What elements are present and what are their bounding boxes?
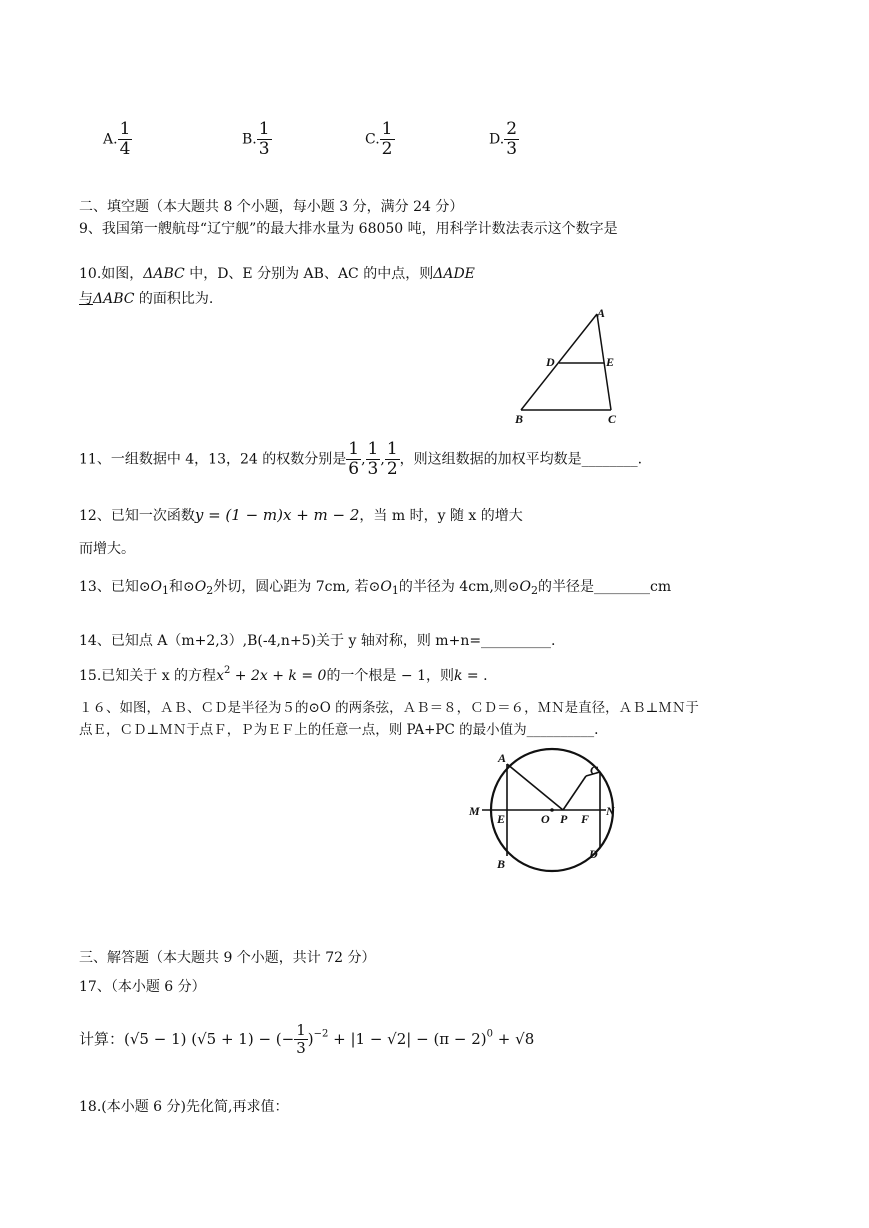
question-12-line1: 12、已知一次函数y = (1 − m)x + m − 2，当 m 时，y 随 x 的增大 — [79, 506, 523, 524]
label-c: C — [590, 763, 599, 777]
question-15: 15.已知关于 x 的方程$x^2 + 2x + k = 0$的一个根是 − 1，则k = . — [79, 665, 488, 684]
option-letter: A. — [103, 131, 118, 148]
question-11: 11、一组数据中 4，13，24 的权数分别是 $\frac{1}{6}$ , $\frac{1}{3}$ , $\frac{1}{2}$ ，则这组数据的加权平均数是________. — [79, 439, 643, 479]
question-17-expression: 计算：(√5 − 1) (√5 + 1) − (− $\frac{1}{3}$ )$^{-2} + |1 - √2| - (\pi - 2)^0 + √8$ — [79, 1021, 535, 1057]
label-p: P — [560, 812, 568, 826]
question-10-line2: 与ΔABC 的面积比为. — [79, 291, 214, 307]
question-9: 9、我国第一艘航母“辽宁舰”的最大排水量为 68050 吨，用科学计数法表示这个数字是 — [79, 221, 618, 237]
section2-heading: 二、填空题（本大题共 8 个小题，每小题 3 分，满分 24 分） — [79, 199, 464, 215]
triangle-figure — [505, 302, 635, 432]
question-10-line1: 10.如图，ΔABC 中，D、E 分别为 AB、AC 的中点，则ΔADE — [79, 266, 475, 282]
label-f: F — [581, 812, 590, 826]
question-13: 13、已知$⊙O_1$和$⊙O_2$外切，圆心距为 7cm, 若$⊙O_1$的半径为 4cm,则$⊙O_2$的半径是________cm — [79, 579, 672, 597]
weight-fraction: $\frac{1}{2}$ — [386, 439, 398, 479]
label-e: E — [497, 812, 506, 826]
label-e: E — [606, 355, 615, 369]
circle-figure — [466, 746, 626, 876]
question-18: 18.(本小题 6 分)先化简,再求值： — [79, 1099, 289, 1115]
option-fraction: $\frac{1}{4}$ — [119, 119, 131, 159]
weight-fraction: $\frac{1}{6}$ — [348, 439, 360, 479]
question-16-line1: １６、如图，ＡＢ、ＣＤ是半径为５的⊙O 的两条弦，ＡＢ＝８，ＣＤ＝６，ＭＮ是直径，ＡＢ⊥ＭＮ于 — [79, 700, 699, 716]
label-n: N — [606, 804, 615, 818]
label-a: A — [597, 306, 606, 320]
option-letter: B. — [242, 131, 257, 148]
weight-fraction: $\frac{1}{3}$ — [367, 439, 379, 479]
question-16-line2: 点Ｅ，ＣＤ⊥ＭＮ于点Ｆ，Ｐ为ＥＦ上的任意一点，则 PA+PC 的最小值为__________. — [79, 722, 599, 738]
expr-fraction: $\frac{1}{3}$ — [296, 1021, 306, 1057]
question-14: 14、已知点 A（m+2,3）,B(-4,n+5)关于 y 轴对称，则 m+n=__________. — [79, 633, 556, 649]
option-fraction: $\frac{1}{3}$ — [258, 119, 270, 159]
label-m: M — [469, 804, 480, 818]
label-a: A — [498, 751, 507, 765]
option-letter: C. — [365, 131, 380, 148]
question-12-line2: 而增大。 — [79, 541, 135, 557]
question-17-header: 17、（本小题 6 分） — [79, 979, 206, 995]
option-letter: D. — [489, 131, 505, 148]
option-fraction: $\frac{1}{2}$ — [381, 119, 393, 159]
q8-option-a — [103, 120, 132, 159]
q8-option-b — [242, 120, 272, 159]
option-fraction: $\frac{2}{3}$ — [506, 119, 518, 159]
label-b: B — [515, 412, 524, 426]
label-c: C — [608, 412, 617, 426]
label-d: D — [589, 847, 598, 861]
label-b: B — [497, 857, 506, 871]
label-o: O — [541, 812, 550, 826]
q8-option-c — [365, 120, 395, 159]
q8-option-d — [489, 120, 519, 159]
label-d: D — [546, 355, 555, 369]
section3-heading: 三、解答题（本大题共 9 个小题，共计 72 分） — [79, 950, 376, 966]
